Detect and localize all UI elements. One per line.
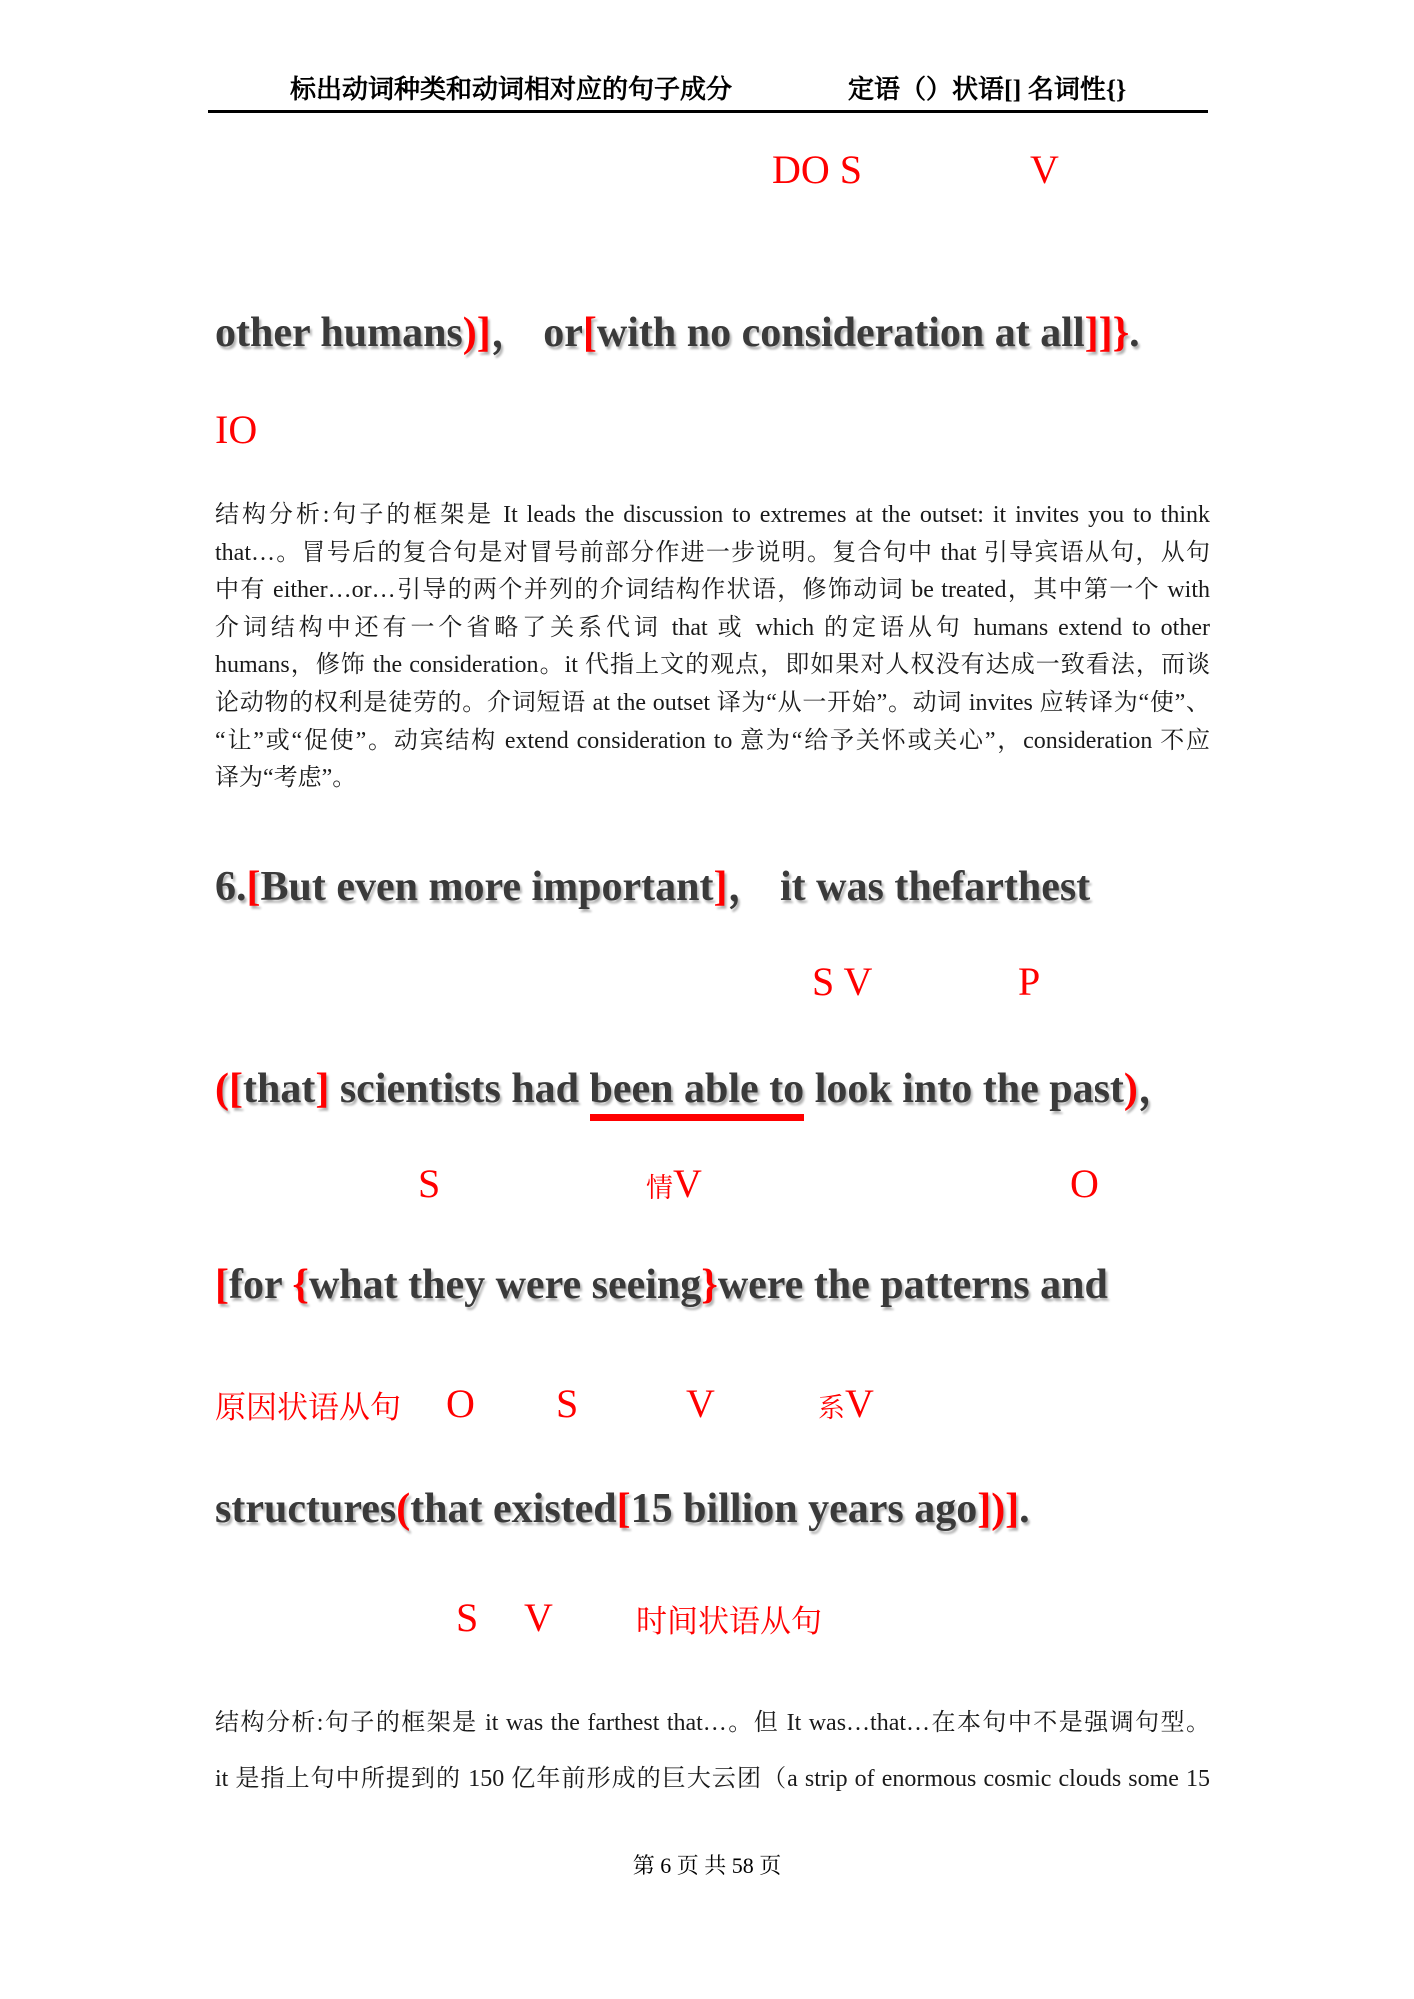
mark-s-v: S V (812, 959, 873, 1004)
mark-p: P (1018, 959, 1041, 1004)
mark-io: IO (215, 407, 258, 452)
sentence-segment: . (1019, 1486, 1030, 1532)
sentence-segment: 15 billion years ago (630, 1486, 978, 1532)
header-title-left: 标出动词种类和动词相对应的句子成分 (290, 75, 733, 104)
sentence-segment: scientists had (329, 1066, 590, 1112)
sentence-segment: ] (315, 1066, 330, 1112)
sentence-segment: ， (1137, 1066, 1180, 1112)
sentence-segment: ] (713, 864, 728, 910)
mark-o: O (1070, 1161, 1099, 1206)
sentence-segment: { (292, 1262, 309, 1308)
mark-time-clause-label: 时间状语从句 (636, 1604, 822, 1639)
sentence-segment: been able to (590, 1066, 805, 1121)
paragraph-line: that…。冒号后的复合句是对冒号前部分作进一步说明。复合句中 that 引导宾语从句，从句 (215, 539, 1210, 566)
mark-s-3: S (556, 1381, 579, 1426)
mark-linking-label: 系 (818, 1393, 845, 1423)
mark-modal-v-letter: V (673, 1161, 702, 1206)
sentence-segment: )] (462, 310, 491, 356)
mark-linking-v-letter: V (845, 1381, 874, 1426)
paragraph-line: 论动物的权利是徒劳的。介词短语 at the outset 译为“从一开始”。动词 invites 应转译为“使”、 (215, 689, 1210, 716)
sentence-segment: structures (215, 1486, 397, 1532)
sentence-segment: for (229, 1262, 293, 1308)
sentence-segment: what they were seeing (308, 1262, 702, 1308)
sentence-fragment-other-humans (215, 312, 1140, 354)
page-number: 第 6 页 共 58 页 (632, 1853, 782, 1878)
sentence-segment: ( (396, 1486, 411, 1532)
header-legend-right: 定语（）状语[] 名词性{} (848, 75, 1127, 104)
sentence-segment: 6. (215, 864, 247, 910)
sentence-that-clause (215, 1068, 1180, 1110)
sentence-segment: ])] (977, 1486, 1020, 1532)
sentence-segment: that (242, 1066, 316, 1112)
sentence-segment: ([ (215, 1066, 243, 1112)
analysis-paragraph-2 (215, 1695, 1210, 1807)
sentence-segment: [ (616, 1486, 631, 1532)
mark-o-2: O (446, 1381, 475, 1426)
paragraph-line: humans，修饰 the consideration。it 代指上文的观点，即如果对人权没有达成一致看法，而谈 (215, 652, 1210, 679)
sentence-structures (215, 1488, 1030, 1530)
mark-do-s: DO S (772, 147, 863, 192)
mark-modal-label: 情 (646, 1173, 673, 1203)
mark-s-2: S (418, 1161, 441, 1206)
mark-s-4: S (456, 1595, 479, 1640)
paragraph-line: 译为“考虑”。 (215, 765, 357, 792)
mark-reason-clause-label: 原因状语从句 (215, 1390, 401, 1425)
paragraph-line: 中有 either…or…引导的两个并列的介词结构作状语，修饰动词 be treated，其中第一个 with (215, 577, 1210, 604)
mark-v-2: V (686, 1381, 715, 1426)
sentence-segment: [ (215, 1262, 229, 1308)
sentence-segment: } (701, 1262, 718, 1308)
analysis-paragraph-1 (215, 497, 1210, 798)
sentence-segment: . (1129, 310, 1140, 356)
sentence-segment: ]]} (1084, 310, 1130, 356)
example-6-heading (215, 866, 1090, 908)
sentence-for-clause (215, 1264, 1108, 1306)
mark-modal-v (646, 1161, 702, 1206)
mark-v-3: V (524, 1595, 553, 1640)
sentence-segment: [ (246, 864, 261, 910)
sentence-segment: ) (1123, 1066, 1138, 1112)
mark-linking-v (818, 1381, 874, 1426)
paragraph-line: 结构分析:句子的框架是 it was the farthest that…。但 It was…that…在本句中不是强调句型。 (215, 1710, 1210, 1736)
paragraph-line: “让”或“促使”。动宾结构 extend consideration to 意为“给予关怀或关心”，consideration 不应 (215, 727, 1210, 754)
sentence-segment: ， it was thefarthest (727, 864, 1091, 910)
sentence-segment: other humans (215, 310, 463, 356)
sentence-segment: with no consideration at all (596, 310, 1085, 356)
header-rule (208, 110, 1208, 113)
mark-v: V (1030, 147, 1059, 192)
paragraph-line: 介词结构中还有一个省略了关系代词 that 或 which 的定语从句 humans extend to other (215, 614, 1210, 641)
sentence-segment: that existed (410, 1486, 617, 1532)
paragraph-line: it 是指上句中所提到的 150 亿年前形成的巨大云团（a strip of enormous cosmic clouds some 15 (215, 1766, 1210, 1792)
sentence-segment: [ (582, 310, 597, 356)
sentence-segment: ， or (490, 310, 583, 356)
sentence-segment: were the patterns and (717, 1262, 1108, 1308)
sentence-segment: look into the past (804, 1066, 1124, 1112)
sentence-segment: But even more important (260, 864, 714, 910)
paragraph-line: 结构分析:句子的框架是 It leads the discussion to extremes at the outset: it invites you to think (215, 502, 1210, 528)
